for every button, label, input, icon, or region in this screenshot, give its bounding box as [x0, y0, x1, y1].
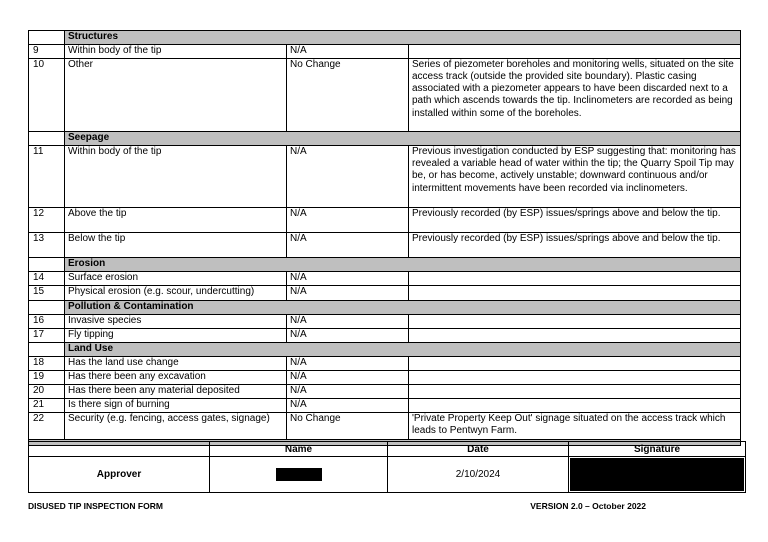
row-description: Security (e.g. fencing, access gates, signage): [65, 413, 287, 439]
section-num-cell: [29, 342, 65, 356]
row-comments: Series of piezometer boreholes and monitoring wells, situated on the site access track (outside the provided site boundary). Plastic casing associated with a piezometer appears to have been discarded next to a path which ascends towards the tip. Inclinometers are recorded as being installed within some of the boreholes.: [409, 59, 741, 132]
approval-header-row: [29, 442, 746, 457]
row-comments: Previously recorded (by ESP) issues/springs above and below the tip.: [409, 233, 741, 258]
footer-version: VERSION 2.0 – October 2022: [530, 501, 646, 511]
row-description: Surface erosion: [65, 272, 287, 286]
row-number: 14: [29, 272, 65, 286]
approver-row: [29, 457, 746, 493]
row-description: Has the land use change: [65, 356, 287, 370]
table-row-14: [29, 272, 741, 286]
row-status: N/A: [287, 45, 409, 59]
row-description: Fly tipping: [65, 328, 287, 342]
row-status: N/A: [287, 146, 409, 208]
table-row-17: [29, 328, 741, 342]
row-status: N/A: [287, 233, 409, 258]
section-num-cell: [29, 300, 65, 314]
row-number: 22: [29, 413, 65, 439]
row-comments: [409, 385, 741, 399]
row-number: 15: [29, 286, 65, 300]
row-status: N/A: [287, 208, 409, 233]
row-description: Within body of the tip: [65, 45, 287, 59]
row-comments: [409, 356, 741, 370]
section-header-land-use: Land Use: [65, 342, 741, 356]
row-number: 13: [29, 233, 65, 258]
row-number: 18: [29, 356, 65, 370]
row-comments: [409, 399, 741, 413]
section-row-seepage: [29, 132, 741, 146]
table-row-15: [29, 286, 741, 300]
approver-label: Approver: [29, 457, 210, 493]
row-number: 12: [29, 208, 65, 233]
row-status: N/A: [287, 385, 409, 399]
row-comments: 'Private Property Keep Out' signage situated on the access track which leads to Pentwyn Farm.: [409, 413, 741, 439]
row-description: Above the tip: [65, 208, 287, 233]
approver-date-cell: 2/10/2024: [388, 457, 569, 493]
table-row-12: [29, 208, 741, 233]
row-status: N/A: [287, 328, 409, 342]
row-number: 19: [29, 371, 65, 385]
table-row-21: [29, 399, 741, 413]
section-row-erosion: [29, 258, 741, 272]
page-footer: [28, 501, 745, 511]
row-description: Invasive species: [65, 314, 287, 328]
approval-table: [28, 441, 746, 493]
row-comments: [409, 371, 741, 385]
row-comments: [409, 286, 741, 300]
approver-name-cell: [210, 457, 388, 493]
row-description: Below the tip: [65, 233, 287, 258]
signature-redaction-box: [570, 458, 744, 491]
row-status: N/A: [287, 314, 409, 328]
table-row-20: [29, 385, 741, 399]
row-description: Is there sign of burning: [65, 399, 287, 413]
section-num-cell: [29, 132, 65, 146]
row-status: N/A: [287, 356, 409, 370]
section-header-erosion: Erosion: [65, 258, 741, 272]
row-status: N/A: [287, 272, 409, 286]
section-row-land-use: [29, 342, 741, 356]
row-status: N/A: [287, 371, 409, 385]
row-number: 17: [29, 328, 65, 342]
row-status: No Change: [287, 59, 409, 132]
section-row-structures: [29, 31, 741, 45]
row-comments: Previous investigation conducted by ESP suggesting that: monitoring has revealed a variable head of water within the tip; the Quarry Spoil Tip may be, or has become, actively unstable; downward continuous and/or intermittent movements have been recorded via inclinometers.: [409, 146, 741, 208]
table-row-22: [29, 413, 741, 439]
table-row-18: [29, 356, 741, 370]
row-description: Within body of the tip: [65, 146, 287, 208]
row-description: Physical erosion (e.g. scour, undercutting): [65, 286, 287, 300]
row-number: 20: [29, 385, 65, 399]
name-header: Name: [210, 442, 388, 457]
signature-header: Signature: [569, 442, 746, 457]
row-comments: [409, 314, 741, 328]
name-redaction-box: [276, 468, 322, 481]
section-header-seepage: Seepage: [65, 132, 741, 146]
date-header: Date: [388, 442, 569, 457]
row-number: 11: [29, 146, 65, 208]
row-number: 16: [29, 314, 65, 328]
section-num-cell: [29, 258, 65, 272]
table-row-11: [29, 146, 741, 208]
approver-signature-cell: [569, 457, 746, 493]
row-description: Has there been any excavation: [65, 371, 287, 385]
inspection-table: [28, 30, 741, 446]
table-row-16: [29, 314, 741, 328]
table-row-10: [29, 59, 741, 132]
row-comments: Previously recorded (by ESP) issues/springs above and below the tip.: [409, 208, 741, 233]
section-row-pollution: [29, 300, 741, 314]
table-row-13: [29, 233, 741, 258]
row-comments: [409, 45, 741, 59]
row-comments: [409, 328, 741, 342]
table-row-9: [29, 45, 741, 59]
section-num-cell: [29, 31, 65, 45]
row-status: N/A: [287, 286, 409, 300]
row-number: 9: [29, 45, 65, 59]
row-status: No Change: [287, 413, 409, 439]
approval-empty-header-cell: [29, 442, 210, 457]
section-header-pollution: Pollution & Contamination: [65, 300, 741, 314]
table-row-19: [29, 371, 741, 385]
row-description: Has there been any material deposited: [65, 385, 287, 399]
row-number: 21: [29, 399, 65, 413]
row-number: 10: [29, 59, 65, 132]
footer-form-title: DISUSED TIP INSPECTION FORM: [28, 501, 163, 511]
row-description: Other: [65, 59, 287, 132]
section-header-structures: Structures: [65, 31, 741, 45]
row-comments: [409, 272, 741, 286]
row-status: N/A: [287, 399, 409, 413]
